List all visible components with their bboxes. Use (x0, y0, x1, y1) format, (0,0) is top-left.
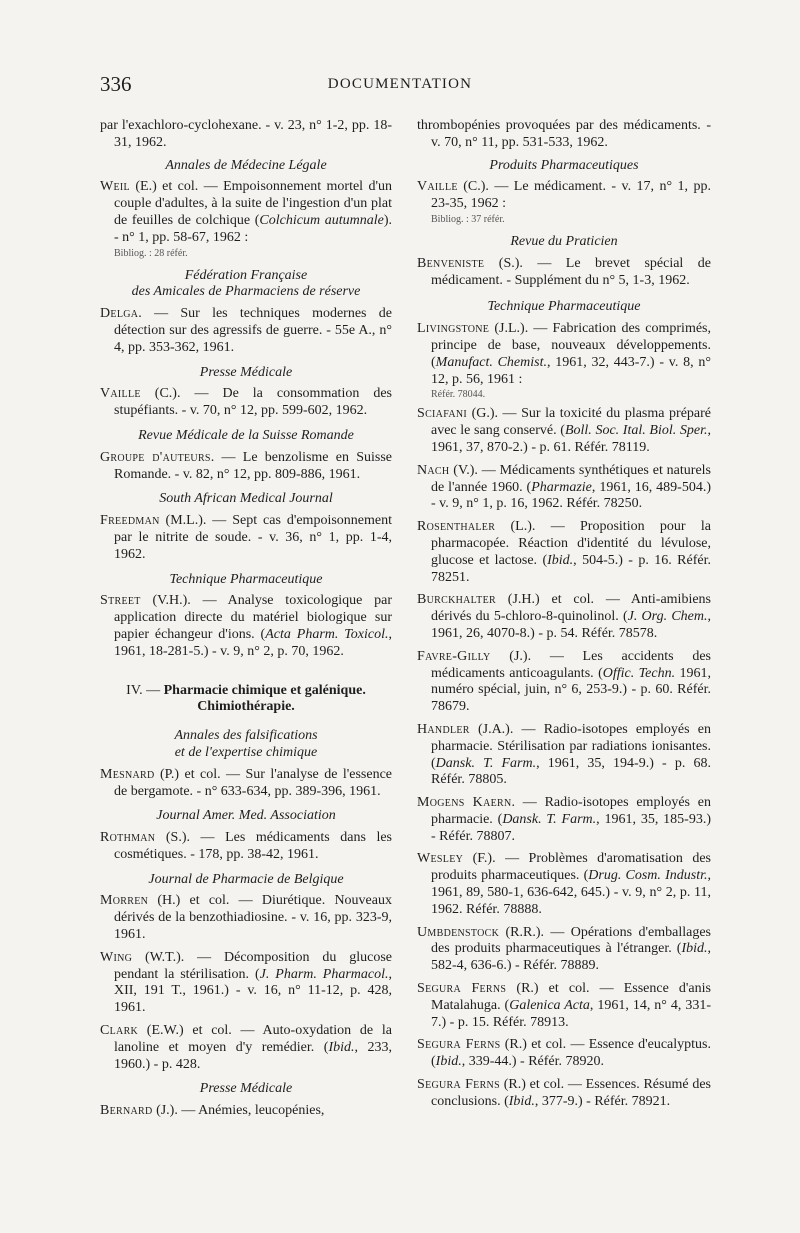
bibliographic-entry: Street (V.H.). — Analyse toxicologique par application directe du matériel biologique sur papier échangeur d'ions. (Acta Pharm. Toxicol., 1961, 18-281-5.) - v. 9, n° 2, p. 70, 1962. (100, 593, 392, 659)
journal-heading: Presse Médicale (199, 364, 293, 380)
journal-heading: Journal de Pharmacie de Belgique (148, 871, 344, 887)
bibliographic-entry: Rosenthaler (L.). — Proposition pour la pharmacopée. Réaction d'identité du lévulose, glucose et lactose. (Ibid., 504-5.) - p. 16. Référ. 78251. (417, 519, 711, 585)
journal-heading: Annales de Médecine Légale (165, 157, 327, 173)
bibliographic-entry: Wesley (F.). — Problèmes d'aromatisation des produits pharmaceutiques. (Drug. Cosm. Industr., 1961, 89, 580-1, 636-642, 645.) - v. 9, n° 2, p. 11, 1962. Référ. 78888. (417, 851, 711, 917)
author-name: Burckhalter (417, 592, 496, 608)
bibliographic-entry: Delga. — Sur les techniques modernes de détection sur des agressifs de guerre. - 55e A., n° 4, pp. 353-362, 1961. (100, 306, 392, 355)
entry-continuation: par l'exachloro-cyclohexane. - v. 23, n° 1-2, pp. 18-31, 1962. (100, 118, 392, 150)
section-heading: IV. — Pharmacie chimique et galénique. Chimiothérapie. (126, 682, 366, 715)
journal-heading: Journal Amer. Med. Association (156, 808, 336, 824)
author-name: Sciafani (417, 406, 468, 422)
bibliographic-entry: Weil (E.) et col. — Empoisonnement mortel d'un couple d'adultes, à la suite de l'ingestion d'un plat de feuilles de colchique (Colchicum autumnale). - n° 1, pp. 58-67, 1962 : Bibliog. : 28 référ. (100, 179, 393, 259)
author-name: Segura Ferns (417, 1037, 501, 1053)
journal-heading: Presse Médicale (199, 1081, 293, 1097)
author-name: Handler (417, 721, 470, 737)
author-name: Morren (100, 893, 149, 909)
bibliographic-entry: Benveniste (S.). — Le brevet spécial de médicament. - Supplément du n° 5, 1-3, 1962. (417, 255, 711, 288)
author-name: Segura Ferns (417, 1077, 500, 1093)
author-name: Groupe d'auteurs (100, 449, 211, 465)
bibliographic-entry: Freedman (M.L.). — Sept cas d'empoisonnement par le nitrite de soude. - v. 36, n° 1, pp. 1-4, 1962. (100, 513, 392, 562)
author-name: Mesnard (100, 766, 155, 782)
journal-heading: Produits Pharmaceutiques (489, 157, 639, 173)
journal-heading-cont: des Amicales de Pharmaciens de réserve (131, 284, 361, 300)
running-title: DOCUMENTATION (327, 76, 473, 92)
bibliographic-entry: Segura Ferns (R.) et col. — Essence d'eucalyptus. (Ibid., 339-44.) - Référ. 78920. (417, 1037, 711, 1070)
author-name: Nach (417, 462, 450, 478)
author-name: Rosenthaler (417, 519, 496, 535)
author-name: Wesley (417, 851, 464, 867)
bibliographic-entry: Nach (V.). — Médicaments synthétiques et naturels de l'année 1960. (Pharmazie, 1961, 16, 489-504.) - v. 9, n° 1, p. 16, 1962. Référ. 78250. (417, 462, 711, 512)
author-name: Umbdenstock (417, 924, 500, 940)
author-name: Segura Ferns (417, 981, 507, 997)
author-name: Vaille (100, 386, 141, 402)
reference-note: Référ. 78044. (431, 389, 486, 401)
journal-heading: Technique Pharmaceutique (169, 571, 323, 587)
author-name: Benveniste (417, 255, 485, 271)
author-name: Livingstone (417, 321, 490, 337)
right-column (417, 118, 711, 1111)
bibliography-note: Bibliog. : 37 référ. (431, 213, 505, 225)
page-number: 336 (100, 72, 132, 96)
bibliographic-entry: Wing (W.T.). — Décomposition du glucose pendant la stérilisation. (J. Pharm. Pharmacol., XII, 191 T., 1961.) - v. 16, n° 11-12, p. 428, 1961. (100, 949, 392, 1016)
author-name: Wing (100, 949, 133, 965)
bibliographic-entry: Handler (J.A.). — Radio-isotopes employés en pharmacie. Stérilisation par radiations ionisantes. (Dansk. T. Farm., 1961, 35, 194-9.) - p. 68. Référ. 78805. (417, 721, 711, 788)
author-name: Street (100, 593, 141, 609)
bibliographic-entry: Vaille (C.). — Le médicament. - v. 17, n° 1, pp. 23-35, 1962 : Bibliog. : 37 référ. (417, 179, 711, 225)
journal-heading-cont: et de l'expertise chimique (174, 744, 318, 760)
bibliographic-entry: Vaille (C.). — De la consommation des stupéfiants. - v. 70, n° 12, pp. 599-602, 1962. (100, 386, 392, 419)
author-name: Clark (100, 1023, 139, 1039)
author-name: Weil (100, 179, 130, 195)
journal-heading: Revue du Praticien (510, 233, 618, 249)
author-name: Vaille (417, 179, 458, 195)
author-name: Mogens Kaern (417, 795, 512, 811)
journal-heading: South African Medical Journal (159, 491, 333, 507)
bibliographic-entry: Groupe d'auteurs. — Le benzolisme en Suisse Romande. - v. 82, n° 12, pp. 809-886, 1961. (100, 449, 392, 482)
bibliographic-entry: Rothman (S.). — Les médicaments dans les cosmétiques. - 178, pp. 38-42, 1961. (100, 830, 392, 862)
bibliographic-entry: Favre-Gilly (J.). — Les accidents des médicaments anticoagulants. (Offic. Techn. 1961, numéro spécial, juin, n° 6, 253-9.) - p. 60. Référ. 78679. (417, 648, 711, 715)
journal-heading: Fédération Française (184, 267, 308, 283)
bibliographic-entry: Mesnard (P.) et col. — Sur l'analyse de l'essence de bergamote. - n° 633-634, pp. 389-396, 1961. (100, 766, 392, 799)
author-name: Rothman (100, 830, 156, 846)
bibliographic-entry: Morren (H.) et col. — Diurétique. Nouveaux dérivés de la benzothiadiosine. - v. 16, pp. 323-9, 1961. (100, 893, 392, 943)
author-name: Freedman (100, 513, 160, 529)
bibliographic-entry: Bernard (J.). — Anémies, leucopénies, (100, 1103, 325, 1119)
bibliographic-entry: Livingstone (J.L.). — Fabrication des comprimés, principe de base, nouveaux développements. (Manufact. Chemist., 1961, 32, 443-7.) - v. 8, n° 12, p. 56, 1961 : Référ. 78044. (417, 321, 711, 401)
entry-continuation: thrombopénies provoquées par des médicaments. - v. 70, n° 11, pp. 531-533, 1962. (417, 118, 711, 150)
bibliography-note: Bibliog. : 28 référ. (114, 247, 188, 259)
bibliographic-entry: Segura Ferns (R.) et col. — Essence d'anis Matalahuga. (Galenica Acta, 1961, 14, n° 4, 331-7.) - p. 15. Référ. 78913. (417, 981, 711, 1030)
author-name: Bernard (100, 1103, 153, 1119)
bibliographic-entry: Umbdenstock (R.R.). — Opérations d'emballages des produits pharmaceutiques à l'étranger. (Ibid., 582-4, 636-6.) - Référ. 78889. (417, 924, 711, 974)
page-header (0, 72, 800, 102)
bibliographic-entry: Burckhalter (J.H.) et col. — Anti-amibiens dérivés du 5-chloro-8-quinolinol. (J. Org. Chem., 1961, 26, 4070-8.) - p. 54. Référ. 78578. (417, 592, 711, 641)
left-column (100, 118, 392, 1120)
journal-heading: Revue Médicale de la Suisse Romande (138, 427, 354, 443)
bibliographic-entry: Mogens Kaern. — Radio-isotopes employés en pharmacie. (Dansk. T. Farm., 1961, 35, 185-93.) - Référ. 78807. (417, 795, 711, 844)
author-name: Favre-Gilly (417, 648, 491, 664)
bibliographic-entry: Sciafani (G.). — Sur la toxicité du plasma préparé avec le sang conservé. (Boll. Soc. Ital. Biol. Sper., 1961, 37, 870-2.) - p. 61. Référ. 78119. (417, 406, 711, 455)
bibliographic-entry: Segura Ferns (R.) et col. — Essences. Résumé des conclusions. (Ibid., 377-9.) - Référ. 78921. (417, 1077, 711, 1109)
journal-heading: Technique Pharmaceutique (487, 299, 641, 315)
journal-heading: Annales des falsifications (174, 728, 318, 744)
author-name: Delga (100, 306, 139, 322)
bibliographic-entry: Clark (E.W.) et col. — Auto-oxydation de la lanoline et moyen d'y remédier. (Ibid., 233, 1960.) - p. 428. (100, 1023, 392, 1072)
